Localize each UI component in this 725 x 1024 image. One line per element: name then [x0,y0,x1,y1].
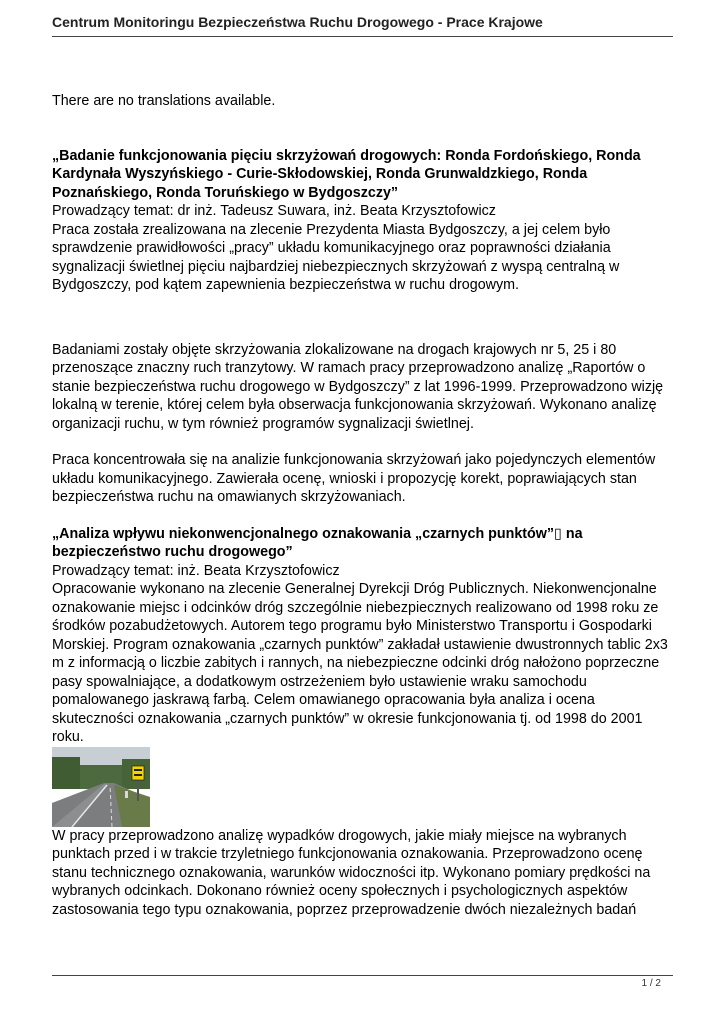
footer-divider [52,975,673,976]
translation-notice: There are no translations available. [52,93,276,109]
section-2-intro: Opracowanie wykonano na zlecenie Generalnej Dyrekcji Dróg Publicznych. Niekonwencjonalne oznakowanie miejsc i odcinków dróg szczególnie niebezpiecznych realizowano od 1998 roku ze środków pozabudżetowych. Autorem tego programu było Ministerstwo Transportu i Gospodarki Morskiej. Program oznakowania „czarnych punktów” zakładał ustawienie dwustronnych tablic 2x3 m z informacją o liczbie zabitych i rannych, na niebezpieczne odcinki dróg nałożono poprzeczne pasy spowalniające, a dodatkowym ostrzeżeniem było ustawienie wraku samochodu pomalowanego jaskrawą farbą. Celem omawianego opracowania była analiza i ocena skuteczności oznakowania „czarnych punktów” w okresie funkcjonowania tj. od 1998 do 2001 roku. [52,581,668,745]
road-photo [52,747,150,827]
section-1-paragraph-3: Praca koncentrowała się na analizie funkcjonowania skrzyżowań jako pojedynczych elementów układu komunikacyjnego. Zawierała ocenę, wnioski i propozycję korekt, poprawiających stan bezpieczeństwa ruchu na omawianych skrzyżowaniach. [52,452,656,505]
spacer [52,295,673,341]
section-1-paragraph-2: Badaniami zostały objęte skrzyżowania zlokalizowane na drogach krajowych nr 5, 25 i 80 przenoszące znaczny ruch tranzytowy. W ramach pracy przeprowadzono analizę „Raportów o stanie bezpieczeństwa ruchu drogowego w Bydgoszczy” z lat 1996-1999. Przeprowadzono wizję lokalną w terenie, której celem była obserwacja funkcjonowania skrzyżowań. Wykonano analizę organizacji ruchu, w tym również programów sygnalizacji świetlnej. [52,341,664,432]
page-number: 1 / 2 [641,978,661,989]
section-1-title: „Badanie funkcjonowania pięciu skrzyżowań drogowych: Ronda Fordońskiego, Ronda Kardynała Wyszyńskiego - Curie-Skłodowskiej, Ronda Grunwaldzkiego, Ronda Poznańskiego, Ronda Toruńskiego w Bydgoszczy” [52,147,641,201]
header-divider [52,36,673,37]
section-1-intro: Praca została zrealizowana na zlecenie Prezydenta Miasta Bydgoszczy, a jej celem było sprawdzenie prawidłowości „pracy” układu komunikacyjnego oraz poprawności działania sygnalizacji świetlnej pięciu najbardziej niebezpiecznych skrzyżowań z wyspą centralną w Bydgoszczy, pod kątem zapewnienia bezpieczeństwa w ruchu drogowym. [52,221,620,293]
spacer [52,433,673,451]
section-1-leader: Prowadzący temat: dr inż. Tadeusz Suwara, inż. Beata Krzysztofowicz [52,203,496,219]
document-header-title: Centrum Monitoringu Bezpieczeństwa Ruchu Drogowego - Prace Krajowe [52,14,543,30]
document-body [52,92,673,919]
spacer [52,507,673,525]
section-2-paragraph-2: W pracy przeprowadzono analizę wypadków drogowych, jakie miały miejsce na wybranych punktach przed i w trakcie trzyletniego funkcjonowania oznakowania. Przeprowadzono ocenę stanu technicznego oznakowania, warunków widoczności itp. Wykonano pomiary prędkości na wybranych odcinkach. Dokonano również oceny społecznych i psychologicznych aspektów zastosowania tego typu oznakowania, poprzez przeprowadzenie dwóch niezależnych badań [52,827,651,918]
section-2-title: „Analiza wpływu niekonwencjonalnego oznakowania „czarnych punktów”▯ na bezpieczeństwo ruchu drogowego” [52,525,583,560]
section-2-leader: Prowadzący temat: inż. Beata Krzysztofowicz [52,562,340,579]
